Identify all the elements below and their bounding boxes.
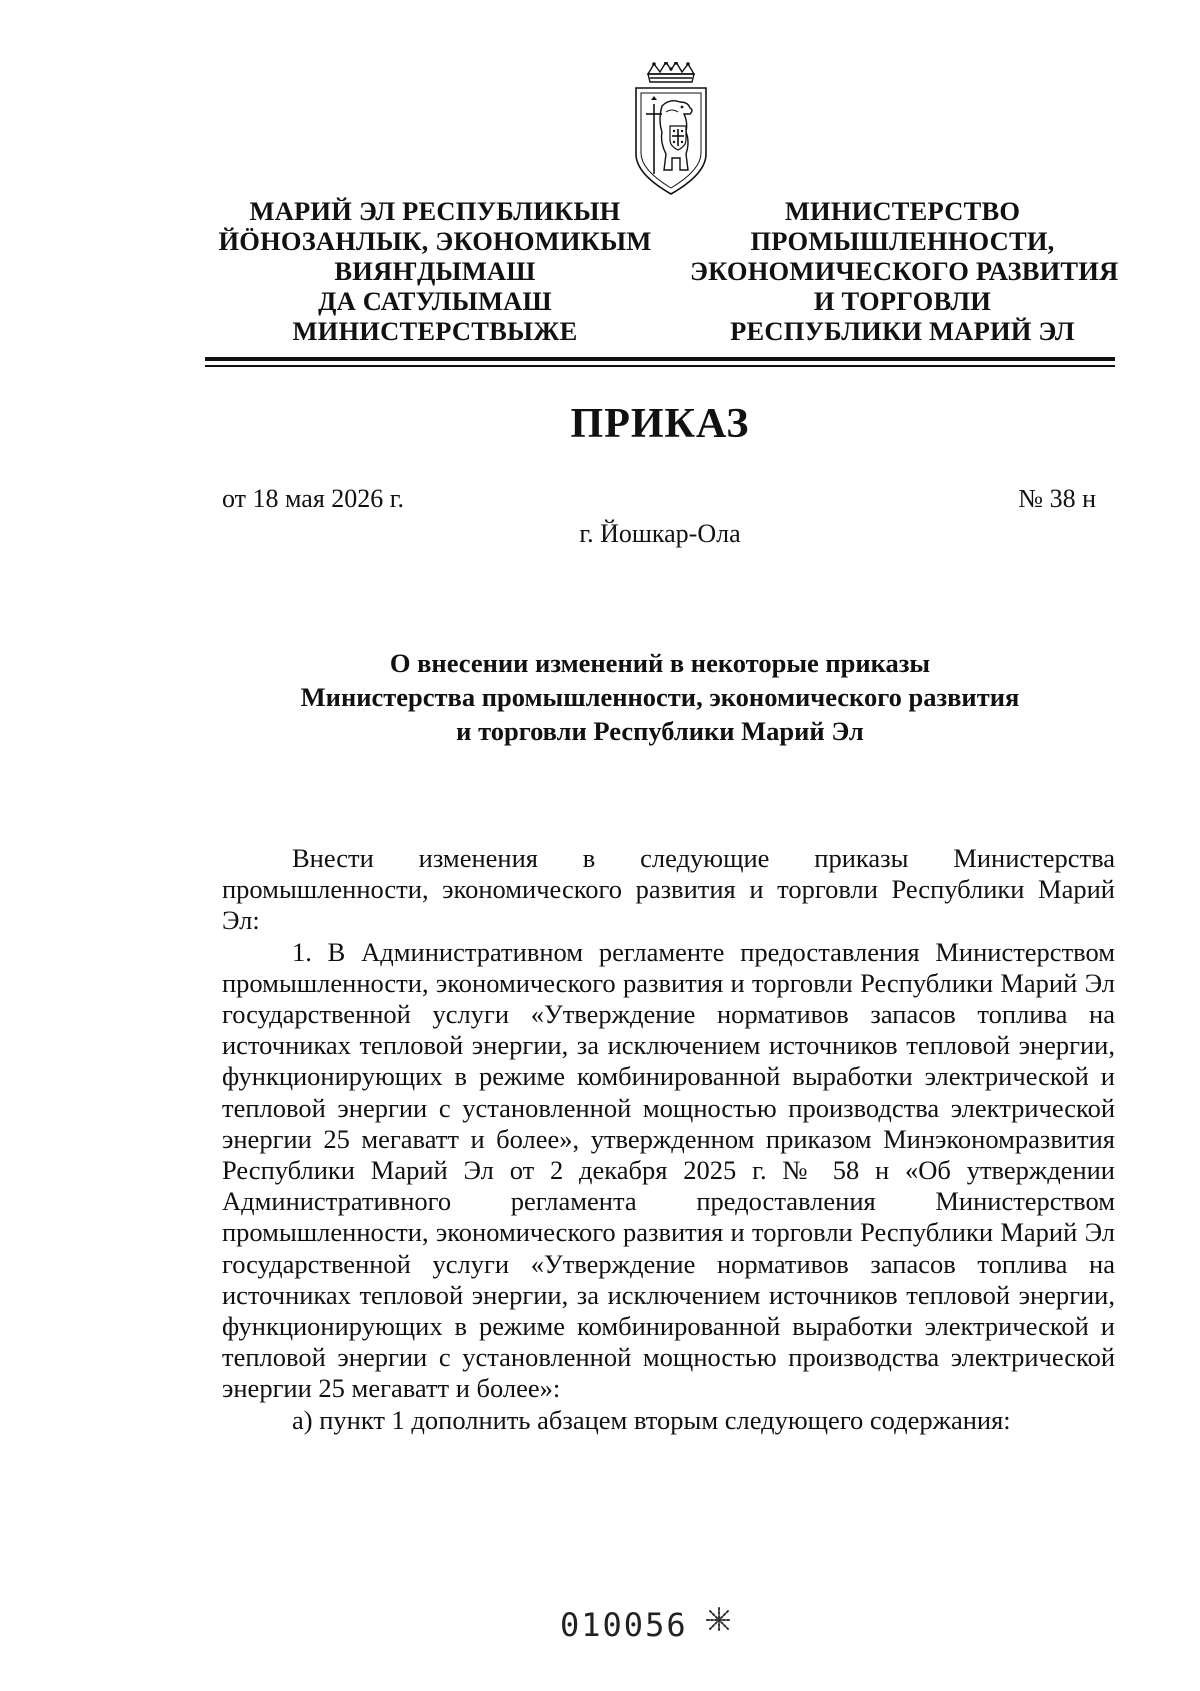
document-body xyxy=(222,843,1115,1436)
ministry-name-mari-line: ВИЯҤДЫМАШ xyxy=(334,256,536,286)
body-paragraph: Внести изменения в следующие приказы Министерства промышленности, экономического развития и торговли Республики Марий Эл: xyxy=(222,843,1115,936)
document-subject-line: О внесении изменений в некоторые приказы xyxy=(389,648,931,678)
header-divider-thin xyxy=(205,365,1115,367)
asterisk-icon xyxy=(705,1606,733,1634)
form-serial-number: 010056 xyxy=(560,1606,688,1644)
ministry-name-mari-line: ДА САТУЛЫМАШ xyxy=(318,286,552,316)
header-divider-thick xyxy=(205,357,1115,361)
document-subject-line: Министерства промышленности, экономического развития xyxy=(300,682,1020,712)
document-subject xyxy=(205,646,1115,748)
ministry-name-mari-line: ЙӦНОЗАНЛЫК, ЭКОНОМИКЫМ xyxy=(218,226,652,256)
document-number: № 38 н xyxy=(1018,484,1096,513)
ministry-name-russian xyxy=(690,196,1119,346)
ministry-name-russian-line: ПРОМЫШЛЕННОСТИ, xyxy=(750,226,1055,256)
ministry-name-russian-line: ЭКОНОМИЧЕСКОГО РАЗВИТИЯ xyxy=(690,256,1119,286)
body-paragraph: 1. В Административном регламенте предоставления Министерством промышленности, экономического развития и торговли Республики Марий Эл государственной услуги «Утверждение нормативов запасов топлива на источниках тепловой энергии, за исключением источников тепловой энергии, функционирующих в режиме комбинированной выработки электрической и тепловой энергии с установленной мощностью производства электрической энергии 25 мегаватт и более», утвержденном приказом Минэкономразвития Республики Марий Эл от 2 декабря 2025 г. № 58 н «Об утверждении Административного регламента предоставления Министерством промышленности, экономического развития и торговли Республики Марий Эл государственной услуги «Утверждение нормативов запасов топлива на источниках тепловой энергии, за исключением источников тепловой энергии, функционирующих в режиме комбинированной выработки электрической и тепловой энергии с установленной мощностью производства электрической энергии 25 мегаватт и более»: xyxy=(222,936,1115,1404)
document-date: от 18 мая 2026 г. xyxy=(222,484,405,513)
coat-of-arms-icon xyxy=(632,62,710,198)
ministry-name-russian-line: РЕСПУБЛИКИ МАРИЙ ЭЛ xyxy=(730,316,1075,346)
document-city: г. Йошкар-Ола xyxy=(579,519,741,548)
document-type-title: ПРИКАЗ xyxy=(570,401,750,447)
ministry-name-russian-line: И ТОРГОВЛИ xyxy=(813,286,992,316)
ministry-name-mari xyxy=(205,196,665,346)
ministry-name-russian-line: МИНИСТЕРСТВО xyxy=(784,196,1021,226)
document-subject-line: и торговли Республики Марий Эл xyxy=(456,716,864,746)
body-paragraph: а) пункт 1 дополнить абзацем вторым следующего содержания: xyxy=(292,1404,1011,1435)
ministry-name-mari-line: МИНИСТЕРСТВЫЖЕ xyxy=(292,316,578,346)
ministry-name-mari-line: МАРИЙ ЭЛ РЕСПУБЛИКЫН xyxy=(249,196,621,226)
